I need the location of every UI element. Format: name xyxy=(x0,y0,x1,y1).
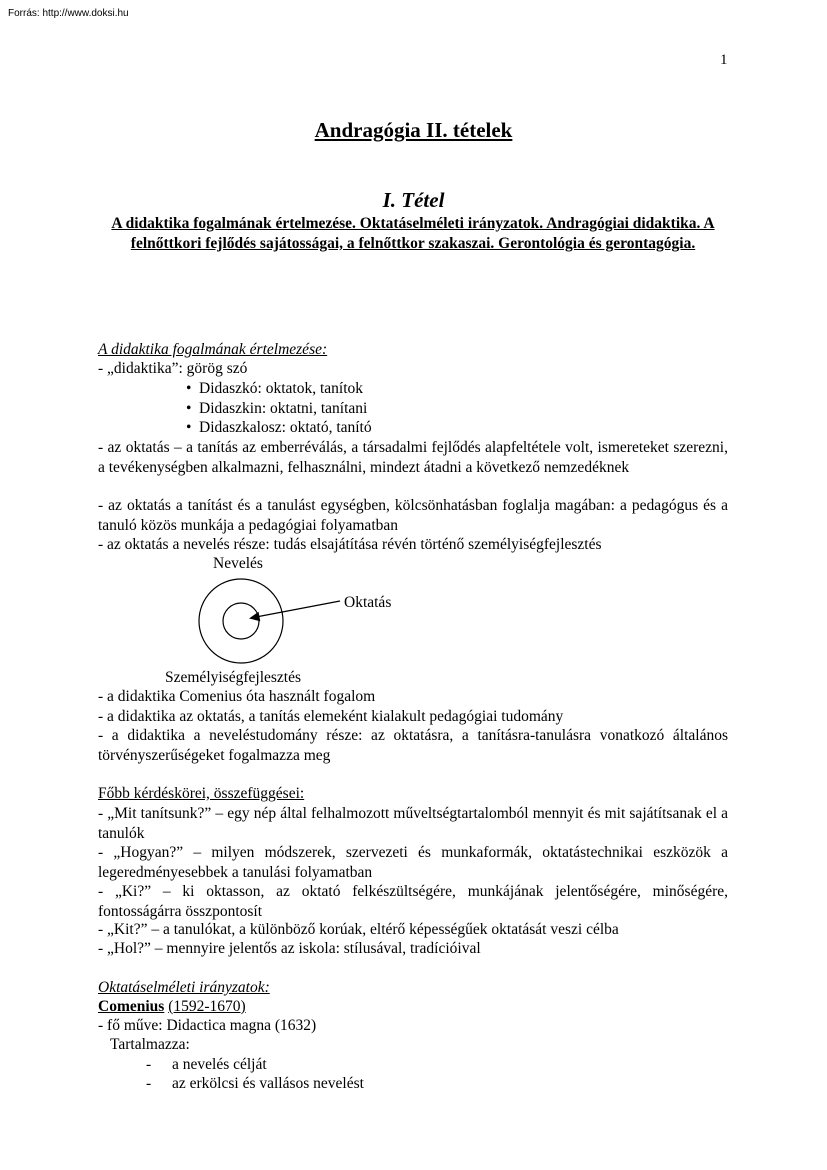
inner-circle xyxy=(223,603,259,639)
dash-item-text: a nevelés célját xyxy=(172,1056,267,1073)
bullet-item: • Didaszkó: oktatok, tanítok xyxy=(186,379,363,399)
paragraph: - a didaktika a neveléstudomány része: az oktatásra, a tanításra-tanulásra vonatkozó általános törvényszerűségeket fogalmazza meg xyxy=(98,727,728,764)
topic-heading: A didaktika fogalmának értelmezése. Oktatáselméleti irányzatok. Andragógiai didaktika. A felnőttkori fejlődés sajátosságai, a felnőttkor szakaszai. Gerontológia és gerontagógia. xyxy=(111,215,715,252)
diagram-label-neveles: Nevelés xyxy=(213,555,263,572)
bullet-item: • Didaszkin: oktatni, tanítani xyxy=(186,399,367,419)
outer-circle xyxy=(199,579,283,663)
comenius-line xyxy=(98,997,728,1017)
paragraph: Tartalmazza: xyxy=(110,1036,190,1053)
dash-item-text: az erkölcsi és vallásos nevelést xyxy=(172,1075,364,1092)
page-number: 1 xyxy=(720,52,728,68)
nested-circles-diagram xyxy=(180,575,350,665)
dash-marker: - xyxy=(146,1075,152,1092)
paragraph: - „didaktika”: görög szó xyxy=(98,360,248,377)
paragraph: - a didaktika az oktatás, a tanítás elemeként kialakult pedagógiai tudomány xyxy=(98,708,564,725)
dash-list-item xyxy=(146,1074,364,1094)
diagram-label-szemelyisegfejlesztes: Személyiségfejlesztés xyxy=(165,669,302,686)
paragraph: - „Mit tanítsunk?” – egy nép által felhalmozott műveltségtartalomból mennyit és mit sajátítsanak el a tanulók xyxy=(98,805,728,842)
arrow-line xyxy=(256,601,340,617)
source-label: Forrás: http://www.doksi.hu xyxy=(8,8,129,19)
dash-marker: - xyxy=(146,1056,152,1073)
paragraph: - fő műve: Didactica magna (1632) xyxy=(98,1017,317,1034)
paragraph: - az oktatás a tanítást és a tanulást egységben, kölcsönhatásban foglalja magában: a pedagógus és a tanuló közös munkája a pedagógiai folyamatban xyxy=(98,497,728,534)
paragraph: - „Ki?” – ki oktasson, az oktató felkészültségére, munkájának jelentőségére, minőségére, fontosságárra összpontosít xyxy=(98,883,728,920)
paragraph: - a didaktika Comenius óta használt fogalom xyxy=(98,688,376,705)
section-title: I. Tétel xyxy=(382,188,445,212)
paragraph: - „Hol?” – mennyire jelentős az iskola: stílusával, tradícióival xyxy=(98,940,481,957)
section-heading-oktataselmelet: Oktatáselméleti irányzatok: xyxy=(98,979,270,996)
paragraph: - az oktatás – a tanítás az emberréválás, a társadalmi fejlődés alapfeltétele volt, ismereteket szerezni, a tevékenységben alkalmazni, felhasználni, mindezt átadni a következő nemzedéknek xyxy=(98,439,728,476)
section-heading-didaktika: A didaktika fogalmának értelmezése: xyxy=(98,341,328,358)
bullet-item: • Didaszkalosz: oktató, tanító xyxy=(186,418,372,438)
arrow-head xyxy=(249,612,260,621)
page-title: Andragógia II. tételek xyxy=(314,118,513,142)
paragraph: - „Kit?” – a tanulókat, a különböző korúak, eltérő képességűek oktatását veszi célba xyxy=(98,921,619,938)
paragraph: - az oktatás a nevelés része: tudás elsajátítása révén történő személyiségfejlesztés xyxy=(98,536,602,553)
comenius-name: Comenius xyxy=(98,998,165,1015)
section-heading-kerdeskorei: Főbb kérdéskörei, összefüggései: xyxy=(98,785,305,802)
diagram-label-oktatas: Oktatás xyxy=(344,594,392,611)
comenius-years: (1592-1670) xyxy=(168,998,246,1015)
paragraph: - „Hogyan?” – milyen módszerek, szervezeti és munkaformák, oktatástechnikai eszközök a legeredményesebbek a tanulási folyamatban xyxy=(98,844,728,881)
dash-list-item xyxy=(146,1055,267,1075)
